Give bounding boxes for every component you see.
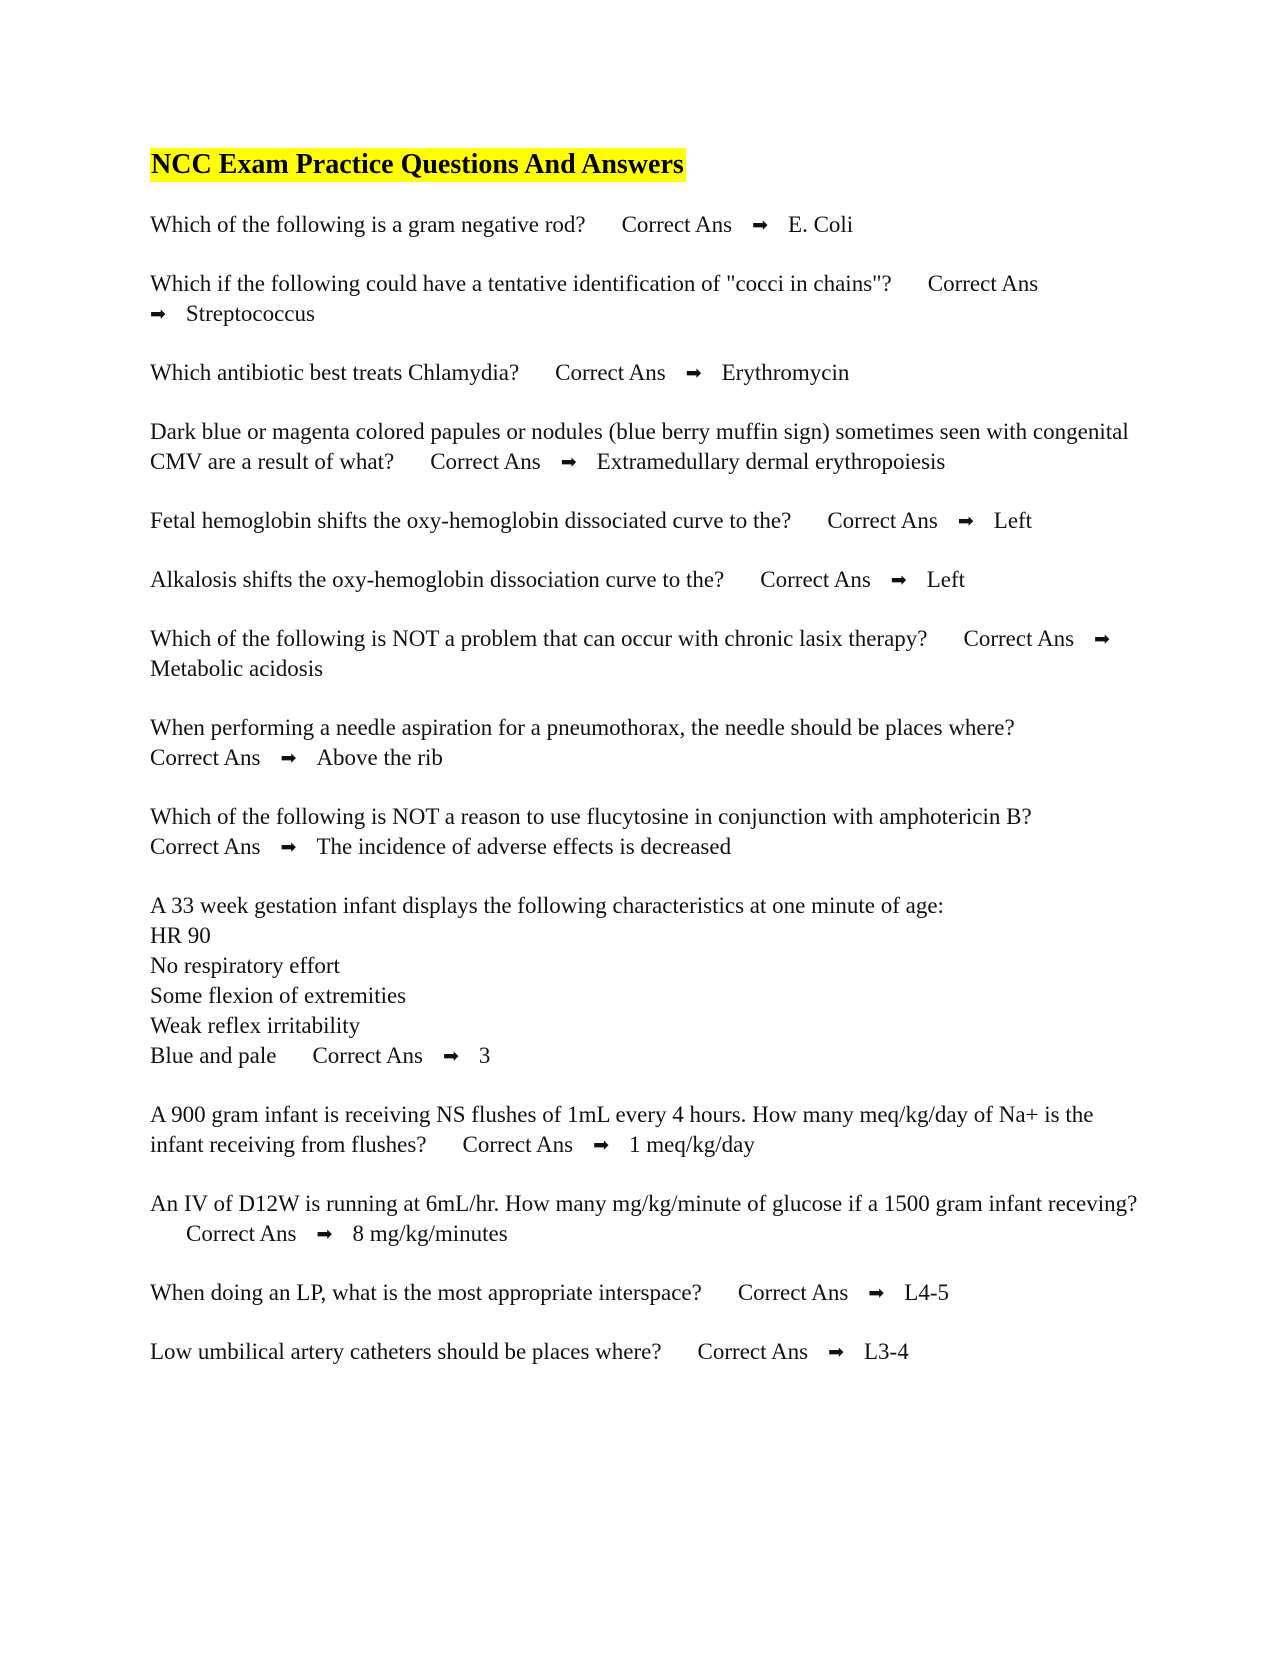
answer-label: Correct Ans xyxy=(927,271,1039,296)
question-line: Some flexion of extremities xyxy=(150,983,407,1008)
question-text: Fetal hemoglobin shifts the oxy-hemoglobin dissociated curve to the? xyxy=(150,508,792,533)
answer-label: Correct Ans xyxy=(430,449,541,474)
right-arrow-icon: ➡ xyxy=(890,569,907,591)
question-line: HR 90 xyxy=(150,923,211,948)
question-text: Which of the following is NOT a reason to use flucytosine in conjunction with amphotericin B? xyxy=(150,804,1032,829)
right-arrow-icon: ➡ xyxy=(1094,628,1110,650)
document-page xyxy=(150,148,1140,1396)
right-arrow-icon: ➡ xyxy=(316,1223,333,1245)
answer-label: Correct Ans xyxy=(760,567,871,592)
qa-item xyxy=(150,210,1140,240)
answer-text: Metabolic acidosis xyxy=(150,656,324,681)
question-text: Which of the following is a gram negative rod? xyxy=(150,212,586,237)
qa-item xyxy=(150,713,1140,773)
question-text: Which if the following could have a tentative identification of "cocci in chains"? xyxy=(150,271,892,296)
question-text: An IV of D12W is running at 6mL/hr. How many mg/kg/minute of glucose if a 1500 gram infant receving? xyxy=(150,1191,1138,1216)
right-arrow-icon: ➡ xyxy=(150,303,166,325)
right-arrow-icon: ➡ xyxy=(280,836,297,858)
answer-label: Correct Ans xyxy=(963,626,1075,651)
right-arrow-icon: ➡ xyxy=(560,451,577,473)
answer-text: L4-5 xyxy=(904,1280,949,1305)
answer-label: Correct Ans xyxy=(555,360,666,385)
answer-label: Correct Ans xyxy=(462,1132,574,1157)
answer-label: Correct Ans xyxy=(312,1043,423,1068)
question-line: No respiratory effort xyxy=(150,953,340,978)
question-text: Low umbilical artery catheters should be places where? xyxy=(150,1339,662,1364)
answer-text: 1 meq/kg/day xyxy=(628,1132,755,1157)
question-text: A 900 gram infant is receiving NS flushes of 1mL every 4 hours. How many meq/kg/day of Na+ is the infant receiving from flushes? xyxy=(150,1102,1094,1157)
document-title: NCC Exam Practice Questions And Answers xyxy=(151,149,684,180)
answer-text: 8 mg/kg/minutes xyxy=(352,1221,508,1246)
question-text: Alkalosis shifts the oxy-hemoglobin dissociation curve to the? xyxy=(150,567,725,592)
qa-item xyxy=(150,358,1140,388)
answer-text: L3-4 xyxy=(863,1339,909,1364)
question-text: When performing a needle aspiration for a pneumothorax, the needle should be places where? xyxy=(150,715,1015,740)
right-arrow-icon: ➡ xyxy=(280,747,297,769)
right-arrow-icon: ➡ xyxy=(957,510,974,532)
answer-text: Streptococcus xyxy=(185,301,315,326)
qa-item xyxy=(150,565,1140,595)
answer-label: Correct Ans xyxy=(827,508,938,533)
question-line: A 33 week gestation infant displays the following characteristics at one minute of age: xyxy=(150,893,944,918)
qa-item xyxy=(150,506,1140,536)
answer-text: Left xyxy=(993,508,1033,533)
answer-label: Correct Ans xyxy=(697,1339,809,1364)
right-arrow-icon: ➡ xyxy=(868,1282,885,1304)
question-text: When doing an LP, what is the most appropriate interspace? xyxy=(150,1280,702,1305)
answer-text: Left xyxy=(926,567,966,592)
answer-label: Correct Ans xyxy=(621,212,733,237)
question-text: Dark blue or magenta colored papules or nodules (blue berry muffin sign) sometimes seen with congenital CMV are a result of what? xyxy=(150,419,1129,474)
qa-item xyxy=(150,624,1140,684)
answer-label: Correct Ans xyxy=(150,834,261,859)
answer-label: Correct Ans xyxy=(737,1280,849,1305)
answer-text: Extramedullary dermal erythropoiesis xyxy=(596,449,946,474)
question-text: Which of the following is NOT a problem that can occur with chronic lasix therapy? xyxy=(150,626,928,651)
qa-item xyxy=(150,417,1140,477)
right-arrow-icon: ➡ xyxy=(752,214,769,236)
qa-item xyxy=(150,1278,1140,1308)
answer-text: Above the rib xyxy=(316,745,443,770)
qa-item xyxy=(150,1189,1140,1249)
question-line: Weak reflex irritability xyxy=(150,1013,361,1038)
qa-item xyxy=(150,1337,1140,1367)
question-text: Blue and pale xyxy=(150,1043,277,1068)
question-text: Which antibiotic best treats Chlamydia? xyxy=(150,360,520,385)
answer-text: E. Coli xyxy=(788,212,854,237)
right-arrow-icon: ➡ xyxy=(442,1045,459,1067)
right-arrow-icon: ➡ xyxy=(685,362,702,384)
answer-label: Correct Ans xyxy=(150,745,261,770)
qa-item xyxy=(150,891,1140,1071)
qa-item xyxy=(150,269,1140,329)
answer-label: Correct Ans xyxy=(186,1221,297,1246)
right-arrow-icon: ➡ xyxy=(828,1341,844,1363)
answer-text: The incidence of adverse effects is decreased xyxy=(316,834,732,859)
qa-item xyxy=(150,1100,1140,1160)
qa-item xyxy=(150,802,1140,862)
answer-text: 3 xyxy=(478,1043,491,1068)
answer-text: Erythromycin xyxy=(721,360,850,385)
right-arrow-icon: ➡ xyxy=(593,1134,609,1156)
